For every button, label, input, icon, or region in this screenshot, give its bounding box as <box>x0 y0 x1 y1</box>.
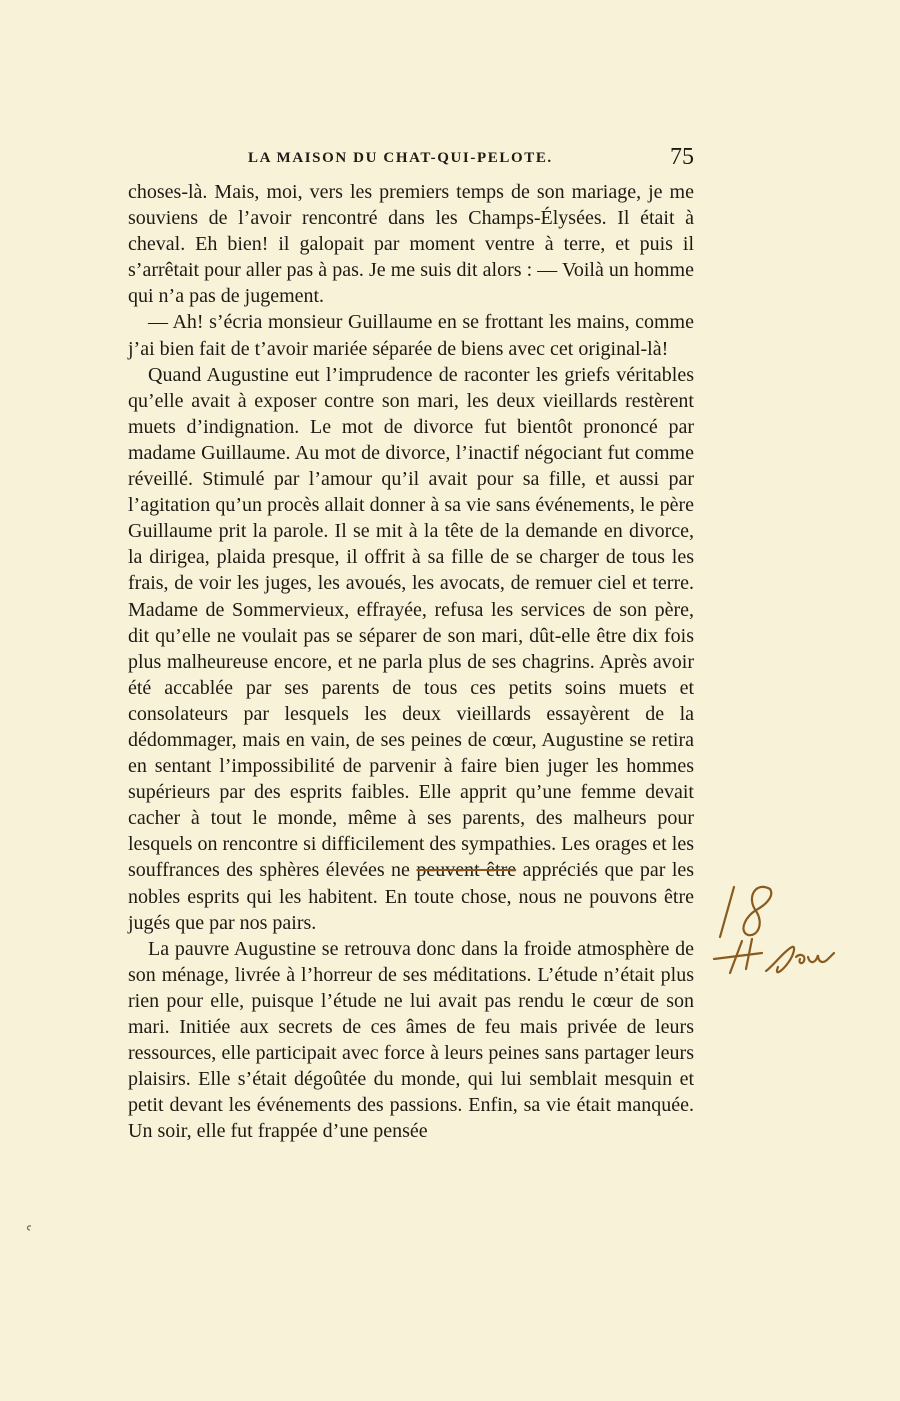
page-header <box>128 146 694 176</box>
handwritten-annotation <box>712 875 842 985</box>
paragraph: La pauvre Augustine se retrouva donc dans la froide atmosphère de son ménage, livrée à l’horreur de ses méditations. L’étude n’était plus rien pour elle, puisque l’étude ne lui avait pas rendu le cœur de son mari. Initiée aux secrets de ces âmes de feu mais privée de leurs ressources, elle participait avec force à leurs peines sans partager leurs plaisirs. Elle s’était dégoûtée du monde, qui lui semblait mesquin et petit devant les événements des passions. Enfin, sa vie était manquée. Un soir, elle fut frappée d’une pensée <box>128 937 694 1143</box>
paragraph: choses-là. Mais, moi, vers les premiers temps de son mariage, je me souviens de l’avoir rencontré dans les Champs-Élysées. Il était à cheval. Eh bien! il galopait par moment ventre à terre, et puis il s’arrêtait pour aller pas à pas. Je me suis dit alors : — Voilà un homme qui n’a pas de jugement. <box>128 181 694 308</box>
struck-text: peuvent être <box>416 859 517 882</box>
running-title: LA MAISON DU CHAT-QUI-PELOTE. <box>248 150 553 166</box>
paragraph <box>128 362 694 936</box>
margin-mark-icon <box>24 1220 34 1230</box>
page-number: 75 <box>670 144 694 170</box>
paragraph-text: Quand Augustine eut l’imprudence de raconter les griefs véritables qu’elle avait à exposer contre son mari, les deux vieillards restèrent muets d’indignation. Le mot de divorce fut bientôt prononcé par madame Guillaume. Au mot de divorce, l’inactif négociant fut comme réveillé. Stimulé par l’amour qu’il avait pour sa fille, et aussi par l’agitation qu’un procès allait donner à sa vie sans événements, le père Guillaume prit la parole. Il se mit à la tête de la demande en divorce, la dirigea, plaida presque, il offrit à sa fille de se charger de tous les frais, de voir les juges, les avoués, les avocats, de remuer ciel et terre. Madame de Sommervieux, effrayée, refusa les services de son père, dit qu’elle ne voulait pas se séparer de son mari, dût-elle être dix fois plus malheureuse encore, et ne parla plus de ses chagrins. Après avoir été accablée par ses parents de tous ces petits soins muets et consolateurs par lesquels les deux vieillards essayèrent de la dédommager, mais en vain, de ses peines de cœur, Augustine se retira en sentant l’impossibilité de parvenir à faire bien juger les hommes supérieurs par des esprits faibles. Elle apprit qu’une femme devait cacher à tout le monde, même à ses parents, des malheurs pour lesquels on rencontre si difficilement des sympathies. Les orages et les souffrances des sphères élevées ne <box>128 363 694 882</box>
handwriting-graphic <box>712 875 842 985</box>
margin-mark-graphic <box>24 1223 34 1233</box>
paragraph: — Ah! s’écria monsieur Guillaume en se frottant les mains, comme j’ai bien fait de t’avoir mariée séparée de biens avec cet original-là! <box>128 311 694 360</box>
paragraph-text: appréciés que par les nobles esprits qui les habitent. En toute chose, nous ne pouvons être jugés que par nos pairs. <box>128 859 695 934</box>
body-text <box>128 179 694 1144</box>
